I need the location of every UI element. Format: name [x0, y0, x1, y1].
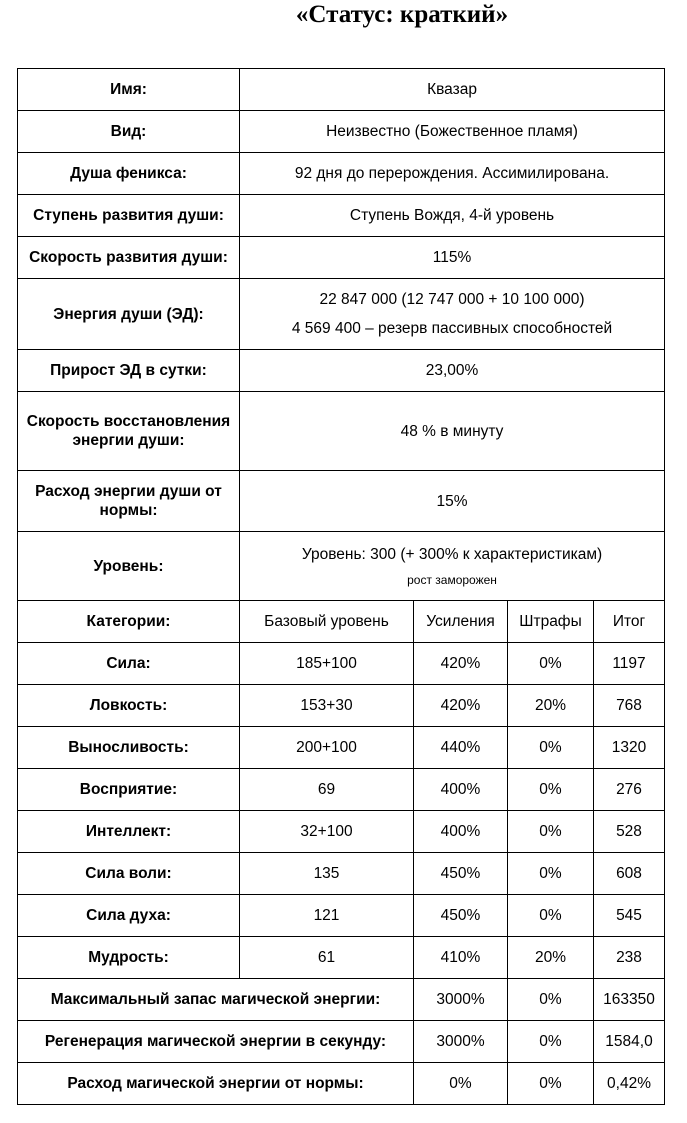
- stat-total: 1320: [594, 727, 665, 769]
- magic-total: 163350: [594, 979, 665, 1021]
- magic-row: [18, 979, 665, 1021]
- row-value: [240, 532, 665, 601]
- soul-energy-total: 22 847 000 (12 747 000 + 10 100 000): [319, 291, 585, 308]
- stat-row: [18, 895, 665, 937]
- stat-name: Выносливость:: [18, 727, 240, 769]
- magic-boost: 3000%: [414, 1021, 508, 1063]
- stat-name: Сила воли:: [18, 853, 240, 895]
- info-row-phoenix-soul: [18, 153, 665, 195]
- stat-penalty: 0%: [508, 643, 594, 685]
- stat-boost: 400%: [414, 769, 508, 811]
- row-label: Прирост ЭД в сутки:: [18, 350, 240, 392]
- magic-name: Максимальный запас магической энергии:: [18, 979, 414, 1021]
- stat-name: Сила духа:: [18, 895, 240, 937]
- stat-total: 545: [594, 895, 665, 937]
- magic-name: Регенерация магической энергии в секунду:: [18, 1021, 414, 1063]
- stat-base: 200+100: [240, 727, 414, 769]
- column-header: Итог: [594, 601, 665, 643]
- stat-row: [18, 727, 665, 769]
- stat-base: 69: [240, 769, 414, 811]
- soul-energy-reserve: 4 569 400 – резерв пассивных способностей: [291, 320, 613, 337]
- stat-total: 1197: [594, 643, 665, 685]
- magic-boost: 3000%: [414, 979, 508, 1021]
- row-label: Имя:: [18, 69, 240, 111]
- info-row-soul-energy: [18, 279, 665, 350]
- row-label: Скорость развития души:: [18, 237, 240, 279]
- info-row-energy-recovery: [18, 392, 665, 471]
- row-value: 92 дня до перерождения. Ассимилирована.: [240, 153, 665, 195]
- status-table: [17, 68, 665, 1105]
- magic-name: Расход магической энергии от нормы:: [18, 1063, 414, 1105]
- row-value: 115%: [240, 237, 665, 279]
- magic-boost: 0%: [414, 1063, 508, 1105]
- row-value: [240, 279, 665, 350]
- stat-penalty: 20%: [508, 937, 594, 979]
- stat-total: 276: [594, 769, 665, 811]
- info-row-energy-gain: [18, 350, 665, 392]
- stat-total: 238: [594, 937, 665, 979]
- stat-base: 121: [240, 895, 414, 937]
- row-value: Квазар: [240, 69, 665, 111]
- stat-boost: 450%: [414, 895, 508, 937]
- stat-penalty: 0%: [508, 811, 594, 853]
- row-value: 15%: [240, 471, 665, 532]
- stat-base: 61: [240, 937, 414, 979]
- stat-boost: 420%: [414, 643, 508, 685]
- magic-row: [18, 1063, 665, 1105]
- page-title: «Статус: краткий»: [295, 1, 509, 28]
- stat-row: [18, 811, 665, 853]
- row-label: Душа феникса:: [18, 153, 240, 195]
- row-value: 23,00%: [240, 350, 665, 392]
- stat-total: 528: [594, 811, 665, 853]
- stat-row: [18, 769, 665, 811]
- stat-name: Восприятие:: [18, 769, 240, 811]
- column-header: Категории:: [18, 601, 240, 643]
- row-value: Ступень Вождя, 4-й уровень: [240, 195, 665, 237]
- stat-base: 153+30: [240, 685, 414, 727]
- row-value: Неизвестно (Божественное пламя): [240, 111, 665, 153]
- info-row-species: [18, 111, 665, 153]
- stat-base: 32+100: [240, 811, 414, 853]
- column-header: Базовый уровень: [240, 601, 414, 643]
- stat-penalty: 0%: [508, 769, 594, 811]
- magic-total: 0,42%: [594, 1063, 665, 1105]
- stat-boost: 410%: [414, 937, 508, 979]
- row-label: Ступень развития души:: [18, 195, 240, 237]
- stat-penalty: 0%: [508, 727, 594, 769]
- stat-name: Сила:: [18, 643, 240, 685]
- stat-penalty: 0%: [508, 853, 594, 895]
- level-value: Уровень: 300 (+ 300% к характеристикам): [301, 545, 603, 563]
- stat-boost: 420%: [414, 685, 508, 727]
- row-value: 48 % в минуту: [240, 392, 665, 471]
- magic-total: 1584,0: [594, 1021, 665, 1063]
- row-label: Расход энергии души от нормы:: [18, 471, 240, 532]
- stat-name: Ловкость:: [18, 685, 240, 727]
- stat-total: 768: [594, 685, 665, 727]
- column-header: Усиления: [414, 601, 508, 643]
- row-label: Вид:: [18, 111, 240, 153]
- stat-boost: 450%: [414, 853, 508, 895]
- stat-row: [18, 643, 665, 685]
- stat-base: 185+100: [240, 643, 414, 685]
- stat-penalty: 0%: [508, 895, 594, 937]
- stat-row: [18, 685, 665, 727]
- stat-boost: 440%: [414, 727, 508, 769]
- info-row-soul-speed: [18, 237, 665, 279]
- row-label: Скорость восстановления энергии души:: [18, 392, 240, 471]
- stats-header-row: [18, 601, 665, 643]
- stat-penalty: 20%: [508, 685, 594, 727]
- level-note: рост заморожен: [407, 572, 497, 587]
- magic-row: [18, 1021, 665, 1063]
- stat-name: Мудрость:: [18, 937, 240, 979]
- stat-row: [18, 937, 665, 979]
- stat-boost: 400%: [414, 811, 508, 853]
- info-row-level: [18, 532, 665, 601]
- magic-penalty: 0%: [508, 1063, 594, 1105]
- info-row-name: [18, 69, 665, 111]
- row-label: Энергия души (ЭД):: [18, 279, 240, 350]
- stat-row: [18, 853, 665, 895]
- magic-penalty: 0%: [508, 1021, 594, 1063]
- stat-name: Интеллект:: [18, 811, 240, 853]
- info-row-energy-consumption: [18, 471, 665, 532]
- stat-base: 135: [240, 853, 414, 895]
- column-header: Штрафы: [508, 601, 594, 643]
- stat-total: 608: [594, 853, 665, 895]
- magic-penalty: 0%: [508, 979, 594, 1021]
- info-row-soul-stage: [18, 195, 665, 237]
- row-label: Уровень:: [18, 532, 240, 601]
